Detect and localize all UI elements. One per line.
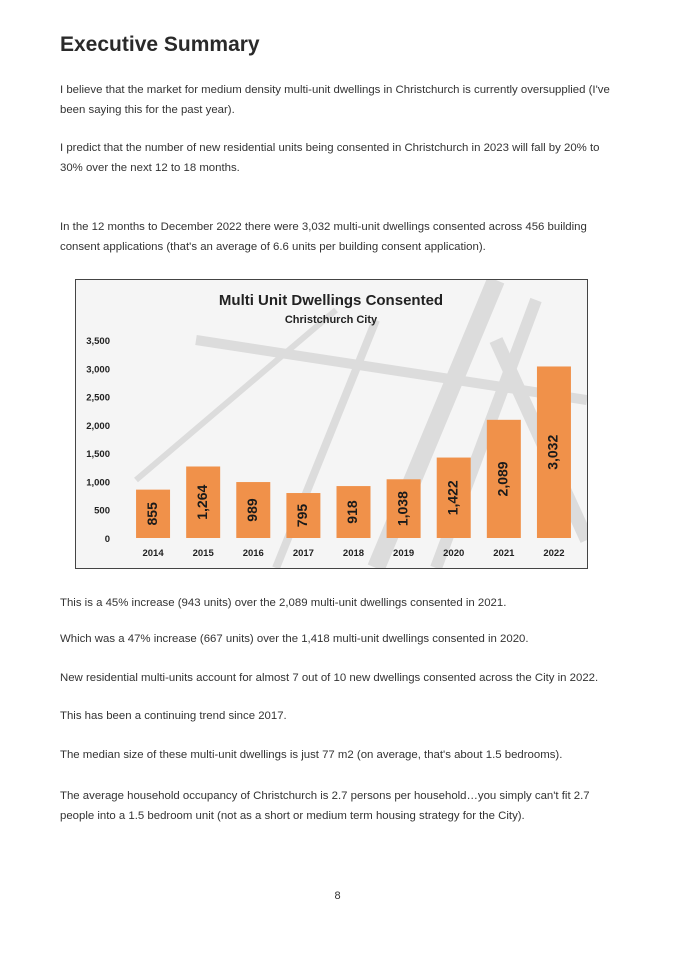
x-tick-label: 2017 — [292, 548, 314, 559]
data-label-2019: 1,038 — [394, 491, 411, 527]
page-number: 8 — [334, 890, 341, 902]
x-tick-label: 2018 — [342, 548, 365, 559]
y-tick-label: 0 — [104, 534, 110, 545]
x-axis — [142, 548, 564, 559]
paragraph-oversupply: I believe that the market for medium density multi-unit dwellings in Christchurch is currently oversupplied (I've been saying this for the past year). — [60, 84, 610, 116]
data-label-2021: 2,089 — [494, 461, 511, 497]
y-tick-label: 2,000 — [86, 420, 110, 432]
x-tick-label: 2014 — [142, 548, 164, 559]
data-label-2022: 3,032 — [544, 434, 561, 470]
x-tick-label: 2016 — [242, 548, 264, 559]
data-label-2014: 855 — [143, 502, 160, 526]
data-label-2018: 918 — [344, 500, 361, 524]
page-title: Executive Summary — [60, 33, 260, 56]
paragraph-increase-2021: Which was a 47% increase (667 units) over the 1,418 multi-unit dwellings consented in 2020. — [60, 633, 529, 645]
y-tick-label: 500 — [94, 505, 110, 517]
y-tick-label: 3,000 — [86, 364, 110, 376]
y-axis — [86, 336, 110, 545]
paragraph-share: New residential multi-units account for almost 7 out of 10 new dwellings consented across the City in 2022. — [60, 672, 599, 684]
x-tick-label: 2022 — [543, 548, 565, 559]
paragraph-trend: This has been a continuing trend since 2017. — [60, 710, 287, 722]
x-tick-label: 2021 — [493, 548, 515, 559]
paragraph-occupancy: The average household occupancy of Christchurch is 2.7 persons per household…you simply can't fit 2.7 people into a 1.5 bedroom unit (not as a short or medium term housing strategy for the City). — [60, 790, 590, 822]
y-tick-label: 1,500 — [86, 449, 110, 461]
paragraph-increase-2022: This is a 45% increase (943 units) over the 2,089 multi-unit dwellings consented in 2021. — [60, 597, 507, 609]
chart-subtitle: Christchurch City — [284, 314, 378, 326]
y-tick-label: 2,500 — [86, 392, 110, 404]
x-tick-label: 2019 — [393, 548, 415, 559]
chart-container — [75, 279, 588, 569]
x-tick-label: 2015 — [192, 548, 214, 559]
chart-title: Multi Unit Dwellings Consented — [218, 292, 444, 309]
y-tick-label: 1,000 — [86, 477, 110, 489]
x-tick-label: 2020 — [443, 548, 465, 559]
paragraph-median-size: The median size of these multi-unit dwellings is just 77 m2 (on average, that's about 1.5 bedrooms). — [60, 749, 563, 761]
data-label-2015: 1,264 — [193, 484, 210, 520]
data-label-2016: 989 — [243, 498, 260, 522]
y-tick-label: 3,500 — [86, 336, 110, 347]
paragraph-prediction: I predict that the number of new residential units being consented in Christchurch in 2023 will fall by 20% to 30% over the next 12 to 18 months. — [60, 142, 600, 174]
paragraph-consent-stats: In the 12 months to December 2022 there were 3,032 multi-unit dwellings consented across 456 building consent applications (that's an average of 6.6 units per building consent application). — [60, 221, 587, 253]
data-label-2020: 1,422 — [444, 480, 461, 516]
bar-chart — [76, 280, 587, 568]
data-label-2017: 795 — [294, 503, 311, 528]
